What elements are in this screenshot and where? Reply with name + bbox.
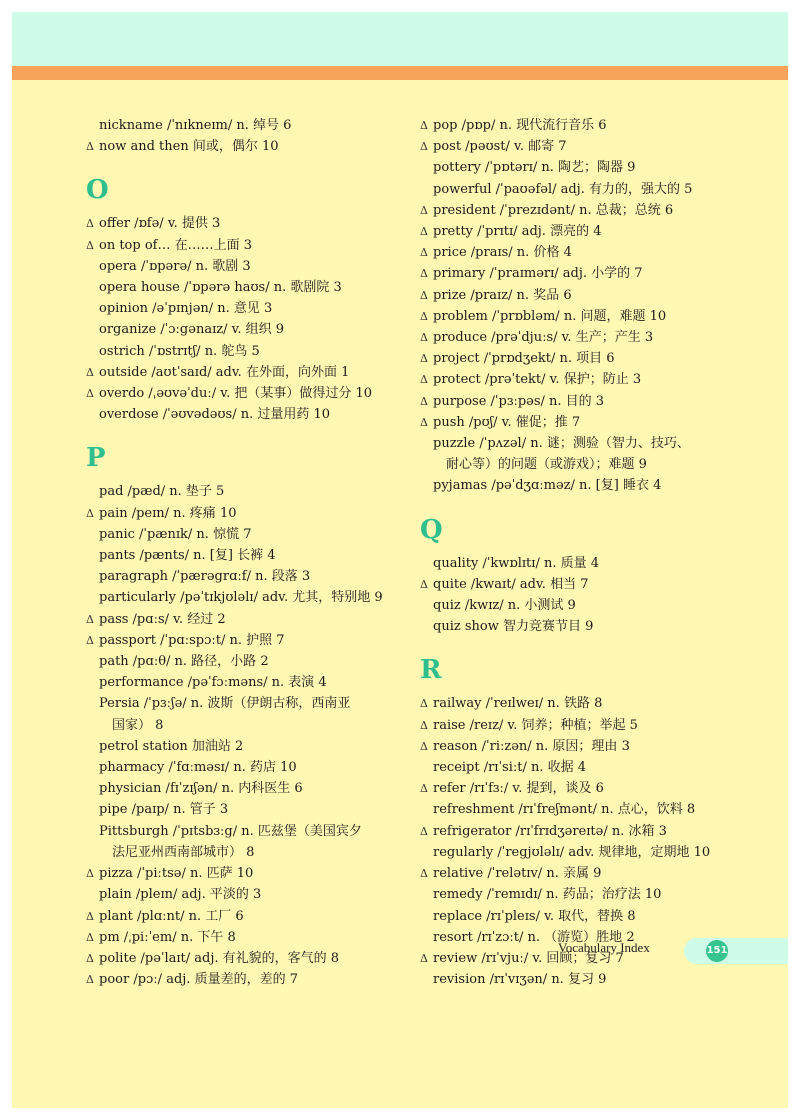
- vocab-entry: [86, 256, 416, 277]
- triangle-marker-icon: Δ: [420, 394, 428, 408]
- vocab-entry-text: relative /ˈrelətɪv/ n. 亲属 9: [433, 866, 602, 882]
- vocab-entry-text: pm /ˌpiːˈem/ n. 下午 8: [99, 929, 236, 945]
- vocab-entry: [86, 672, 416, 693]
- vocab-entry-text: regularly /ˈregjʊləlɪ/ adv. 规律地，定期地 10: [433, 844, 711, 860]
- vocab-entry: [86, 884, 416, 905]
- vocab-entry: [420, 799, 750, 820]
- vocab-entry: [420, 200, 750, 221]
- vocab-entry: [420, 778, 750, 799]
- vocab-entry-text: pain /peɪn/ n. 疼痛 10: [99, 505, 237, 521]
- vocab-entry-continuation: [86, 842, 416, 863]
- triangle-marker-icon: Δ: [86, 217, 94, 231]
- vocab-entry: [86, 630, 416, 651]
- vocab-entry: [86, 277, 416, 298]
- section-letter-q: Q: [420, 514, 443, 545]
- triangle-marker-icon: Δ: [420, 140, 428, 154]
- vocab-entry: [420, 884, 750, 905]
- vocab-entry-text: now and then 间或，偶尔 10: [99, 139, 279, 155]
- triangle-marker-icon: Δ: [86, 951, 94, 965]
- vocab-entry-text: prize /praɪz/ n. 奖品 6: [433, 287, 572, 303]
- vocab-entry: [420, 136, 750, 157]
- vocab-entry: [86, 235, 416, 256]
- section-letter-o: O: [86, 175, 109, 206]
- vocab-entry-text: puzzle /ˈpʌzəl/ n. 谜；测验（智力、技巧、: [433, 436, 690, 452]
- left-column: [86, 115, 416, 990]
- vocab-entry: [86, 213, 416, 234]
- vocab-entry-text: poor /pɔː/ adj. 质量差的，差的 7: [99, 972, 298, 988]
- vocab-entry-text: overdose /ˈəʊvədəʊs/ n. 过量用药 10: [99, 407, 331, 423]
- vocab-entry: [86, 821, 416, 842]
- vocab-entry: [86, 136, 416, 157]
- vocab-entry: [86, 115, 416, 136]
- vocab-entry-text: performance /pəˈfɔːməns/ n. 表演 4: [99, 675, 327, 691]
- vocab-entry: [86, 481, 416, 502]
- triangle-marker-icon: Δ: [420, 288, 428, 302]
- vocab-entry-text: Persia /ˈpɜːʃə/ n. 波斯（伊朗古称，西南亚: [99, 696, 351, 712]
- vocab-entry-text: produce /prəˈdjuːs/ v. 生产；产生 3: [433, 330, 654, 346]
- vocab-entry-text: railway /ˈreɪlweɪ/ n. 铁路 8: [433, 696, 603, 712]
- vocab-entry-text: revision /rɪˈvɪʒən/ n. 复习 9: [433, 972, 607, 988]
- vocab-entry: [86, 906, 416, 927]
- vocab-entry-text: resort /rɪˈzɔːt/ n. （游览）胜地 2: [433, 929, 635, 945]
- triangle-marker-icon: Δ: [420, 352, 428, 366]
- vocab-entry-text: overdo /ˌəʊvəˈduː/ v. 把（某事）做得过分 10: [99, 386, 373, 402]
- vocab-entry-text: problem /ˈprɒbləm/ n. 问题，难题 10: [433, 308, 667, 324]
- vocab-entry: [420, 842, 750, 863]
- vocab-entry: [420, 574, 750, 595]
- vocab-entry: [420, 906, 750, 927]
- triangle-marker-icon: Δ: [420, 331, 428, 345]
- vocab-entry: [420, 715, 750, 736]
- vocab-entry: [420, 369, 750, 390]
- triangle-marker-icon: Δ: [420, 246, 428, 260]
- vocab-entry-text: pizza /ˈpiːtsə/ n. 匹萨 10: [99, 866, 254, 882]
- vocab-entry: [420, 391, 750, 412]
- triangle-marker-icon: Δ: [420, 373, 428, 387]
- vocab-entry: [86, 566, 416, 587]
- vocab-entry-text: pants /pænts/ n. [复] 长裤 4: [99, 548, 276, 564]
- vocab-entry: [86, 927, 416, 948]
- vocab-entry-text: nickname /ˈnɪkneɪm/ n. 绰号 6: [99, 118, 292, 133]
- vocab-entry: [420, 553, 750, 574]
- vocab-entry-text: replace /rɪˈpleɪs/ v. 取代，替换 8: [433, 908, 636, 924]
- vocab-entry-text: opera house /ˈɒpərə haʊs/ n. 歌剧院 3: [99, 280, 342, 296]
- vocab-entry-text: paragraph /ˈpærəgrɑːf/ n. 段落 3: [99, 569, 311, 585]
- triangle-marker-icon: Δ: [420, 718, 428, 732]
- vocab-entry: [420, 179, 750, 200]
- triangle-marker-icon: Δ: [86, 238, 94, 252]
- vocab-entry-text: offer /ɒfə/ v. 提供 3: [99, 216, 221, 232]
- vocab-entry-text: 耐心等）的问题（或游戏）；难题 9: [446, 457, 647, 473]
- vocab-entry-text: price /praɪs/ n. 价格 4: [433, 245, 572, 261]
- vocab-entry: [86, 545, 416, 566]
- vocab-entry-text: on top of… 在……上面 3: [99, 237, 253, 253]
- vocab-entry: [86, 319, 416, 340]
- vocab-entry: [86, 383, 416, 404]
- vocab-entry: [420, 157, 750, 178]
- vocab-entry-text: ostrich /ˈɒstrɪtʃ/ n. 鸵鸟 5: [99, 343, 260, 359]
- vocab-entry-text: particularly /pəˈtɪkjʊləlɪ/ adv. 尤其，特别地 9: [99, 590, 383, 606]
- vocab-entry-text: refrigerator /rɪˈfrɪdʒəreɪtə/ n. 冰箱 3: [433, 823, 667, 839]
- book-page: [12, 12, 788, 1108]
- vocab-entry: [420, 242, 750, 263]
- vocab-entry-text: physician /fɪˈzɪʃən/ n. 内科医生 6: [99, 781, 303, 797]
- vocab-entry-text: remedy /ˈremɪdɪ/ n. 药品；治疗法 10: [433, 887, 662, 903]
- vocab-entry: [420, 821, 750, 842]
- vocab-entry: [86, 524, 416, 545]
- triangle-marker-icon: Δ: [420, 824, 428, 838]
- vocab-entry: [86, 587, 416, 608]
- triangle-marker-icon: Δ: [86, 973, 94, 987]
- orange-divider-bar: [12, 66, 788, 80]
- vocab-entry: [420, 595, 750, 616]
- triangle-marker-icon: Δ: [86, 506, 94, 520]
- triangle-marker-icon: Δ: [420, 739, 428, 753]
- vocab-entry-text: petrol station 加油站 2: [99, 738, 244, 754]
- vocab-entry-text: opinion /əˈpɪnjən/ n. 意见 3: [99, 301, 273, 317]
- vocab-entry-text: pretty /ˈprɪtɪ/ adj. 漂亮的 4: [433, 224, 602, 240]
- vocab-entry: [86, 693, 416, 714]
- page-number-tab: [684, 938, 788, 964]
- vocab-entry: [420, 693, 750, 714]
- triangle-marker-icon: Δ: [420, 697, 428, 711]
- vocab-entry: [420, 263, 750, 284]
- triangle-marker-icon: Δ: [86, 930, 94, 944]
- vocab-entry: [420, 306, 750, 327]
- vocab-entry: [420, 757, 750, 778]
- vocab-entry: [86, 948, 416, 969]
- vocab-entry-text: opera /ˈɒpərə/ n. 歌剧 3: [99, 258, 251, 274]
- triangle-marker-icon: Δ: [420, 203, 428, 217]
- vocab-entry-text: refer /rɪˈfɜː/ v. 提到，谈及 6: [433, 781, 604, 797]
- vocab-entry: [420, 221, 750, 242]
- triangle-marker-icon: Δ: [420, 119, 428, 132]
- vocab-entry: [86, 757, 416, 778]
- section-letter-p: P: [86, 443, 106, 474]
- vocab-entry: [86, 298, 416, 319]
- vocab-entry-text: powerful /ˈpaʊəfəl/ adj. 有力的，强大的 5: [433, 181, 693, 197]
- vocab-entry: [86, 362, 416, 383]
- vocab-entry-continuation: [86, 715, 416, 736]
- vocab-entry-text: outside /aʊtˈsaɪd/ adv. 在外面，向外面 1: [99, 364, 350, 380]
- vocab-entry-text: pottery /ˈpɒtərɪ/ n. 陶艺；陶器 9: [433, 160, 636, 176]
- triangle-marker-icon: Δ: [420, 782, 428, 796]
- vocab-entry-text: plain /pleɪn/ adj. 平淡的 3: [99, 887, 262, 903]
- vocab-entry-text: pyjamas /pəˈdʒɑːməz/ n. [复] 睡衣 4: [433, 478, 662, 494]
- page-number-badge: 151: [706, 940, 728, 962]
- vocab-entry-text: pipe /paɪp/ n. 管子 3: [99, 802, 229, 818]
- vocab-entry-text: review /rɪˈvjuː/ v. 回顾；复习 7: [433, 950, 624, 966]
- triangle-marker-icon: Δ: [420, 867, 428, 881]
- vocab-entry: [86, 863, 416, 884]
- section-letter-r: R: [420, 655, 442, 686]
- vocab-entry: [420, 412, 750, 433]
- triangle-marker-icon: Δ: [420, 267, 428, 281]
- vocab-entry-text: pad /pæd/ n. 垫子 5: [99, 484, 225, 500]
- vocab-entry-text: purpose /ˈpɜːpəs/ n. 目的 3: [433, 393, 605, 409]
- vocab-entry: [86, 503, 416, 524]
- triangle-marker-icon: Δ: [86, 140, 94, 154]
- vocab-entry-text: Pittsburgh /ˈpɪtsbɜːg/ n. 匹兹堡（美国宾夕: [99, 823, 362, 839]
- vocab-entry-text: pass /pɑːs/ v. 经过 2: [99, 611, 226, 627]
- vocab-entry-text: quiz /kwɪz/ n. 小测试 9: [433, 598, 576, 614]
- vocab-entry: [86, 969, 416, 990]
- vocab-entry-text: 法尼亚州西南部城市） 8: [112, 844, 255, 860]
- vocab-entry-text: quiz show 智力竞赛节目 9: [433, 619, 594, 635]
- vocab-entry-text: refreshment /rɪˈfreʃmənt/ n. 点心，饮料 8: [433, 802, 696, 818]
- vocab-entry-text: quite /kwaɪt/ adv. 相当 7: [433, 576, 589, 592]
- vocab-entry: [420, 348, 750, 369]
- triangle-marker-icon: Δ: [86, 909, 94, 923]
- vocab-entry-text: receipt /rɪˈsiːt/ n. 收据 4: [433, 760, 587, 776]
- vocab-entry: [86, 651, 416, 672]
- header-band: [12, 12, 788, 66]
- triangle-marker-icon: Δ: [420, 415, 428, 429]
- vocab-entry: [420, 863, 750, 884]
- vocab-entry-text: polite /pəˈlaɪt/ adj. 有礼貌的，客气的 8: [99, 950, 340, 966]
- vocab-entry-text: post /pəʊst/ v. 邮寄 7: [433, 139, 567, 155]
- vocab-entry: [420, 433, 750, 454]
- vocab-entry-text: raise /reɪz/ v. 饲养；种植；举起 5: [433, 717, 638, 733]
- triangle-marker-icon: Δ: [86, 365, 94, 379]
- vocab-entry-text: primary /ˈpraɪmərɪ/ adj. 小学的 7: [433, 266, 643, 282]
- vocab-entry: [86, 404, 416, 425]
- vocab-entry: [86, 341, 416, 362]
- vocab-entry-text: protect /prəˈtekt/ v. 保护；防止 3: [433, 372, 642, 388]
- vocab-entry-text: organize /ˈɔːgənaɪz/ v. 组织 9: [99, 322, 285, 338]
- vocab-entry-text: pop /pɒp/ n. 现代流行音乐 6: [433, 118, 607, 133]
- vocab-entry-text: quality /ˈkwɒlɪtɪ/ n. 质量 4: [433, 555, 599, 571]
- vocab-entry-continuation: [420, 454, 750, 475]
- triangle-marker-icon: Δ: [86, 612, 94, 626]
- footer-label: Vocabulary Index: [558, 940, 650, 955]
- triangle-marker-icon: Δ: [420, 309, 428, 323]
- vocab-entry: [420, 475, 750, 496]
- vocab-entry: [86, 736, 416, 757]
- vocab-entry: [420, 969, 750, 990]
- vocab-entry-text: reason /ˈriːzən/ n. 原因；理由 3: [433, 738, 630, 754]
- triangle-marker-icon: Δ: [420, 225, 428, 239]
- vocab-entry: [420, 616, 750, 637]
- triangle-marker-icon: Δ: [86, 867, 94, 881]
- vocab-entry: [420, 115, 750, 136]
- vocab-entry: [86, 778, 416, 799]
- vocab-entry-text: plant /plɑːnt/ n. 工厂 6: [99, 908, 244, 924]
- triangle-marker-icon: Δ: [420, 951, 428, 965]
- vocab-entry-text: push /pʊʃ/ v. 催促；推 7: [433, 414, 581, 430]
- vocab-entry-text: path /pɑːθ/ n. 路径，小路 2: [99, 654, 269, 670]
- vocab-entry: [420, 736, 750, 757]
- vocab-entry: [86, 799, 416, 820]
- right-column: [420, 115, 750, 990]
- triangle-marker-icon: Δ: [86, 633, 94, 647]
- vocab-entry-text: pharmacy /ˈfɑːməsɪ/ n. 药店 10: [99, 760, 297, 776]
- vocab-entry-text: project /ˈprɒdʒekt/ n. 项目 6: [433, 351, 615, 367]
- triangle-marker-icon: Δ: [86, 387, 94, 401]
- vocab-entry-text: president /ˈprezɪdənt/ n. 总裁；总统 6: [433, 202, 674, 218]
- vocab-entry: [420, 327, 750, 348]
- vocab-entry-text: passport /ˈpɑːspɔːt/ n. 护照 7: [99, 632, 285, 648]
- vocab-entry: [86, 609, 416, 630]
- vocab-entry: [420, 285, 750, 306]
- triangle-marker-icon: Δ: [420, 577, 428, 591]
- vocab-entry-text: 国家） 8: [112, 717, 164, 733]
- vocab-entry-text: panic /ˈpænɪk/ n. 惊慌 7: [99, 526, 252, 542]
